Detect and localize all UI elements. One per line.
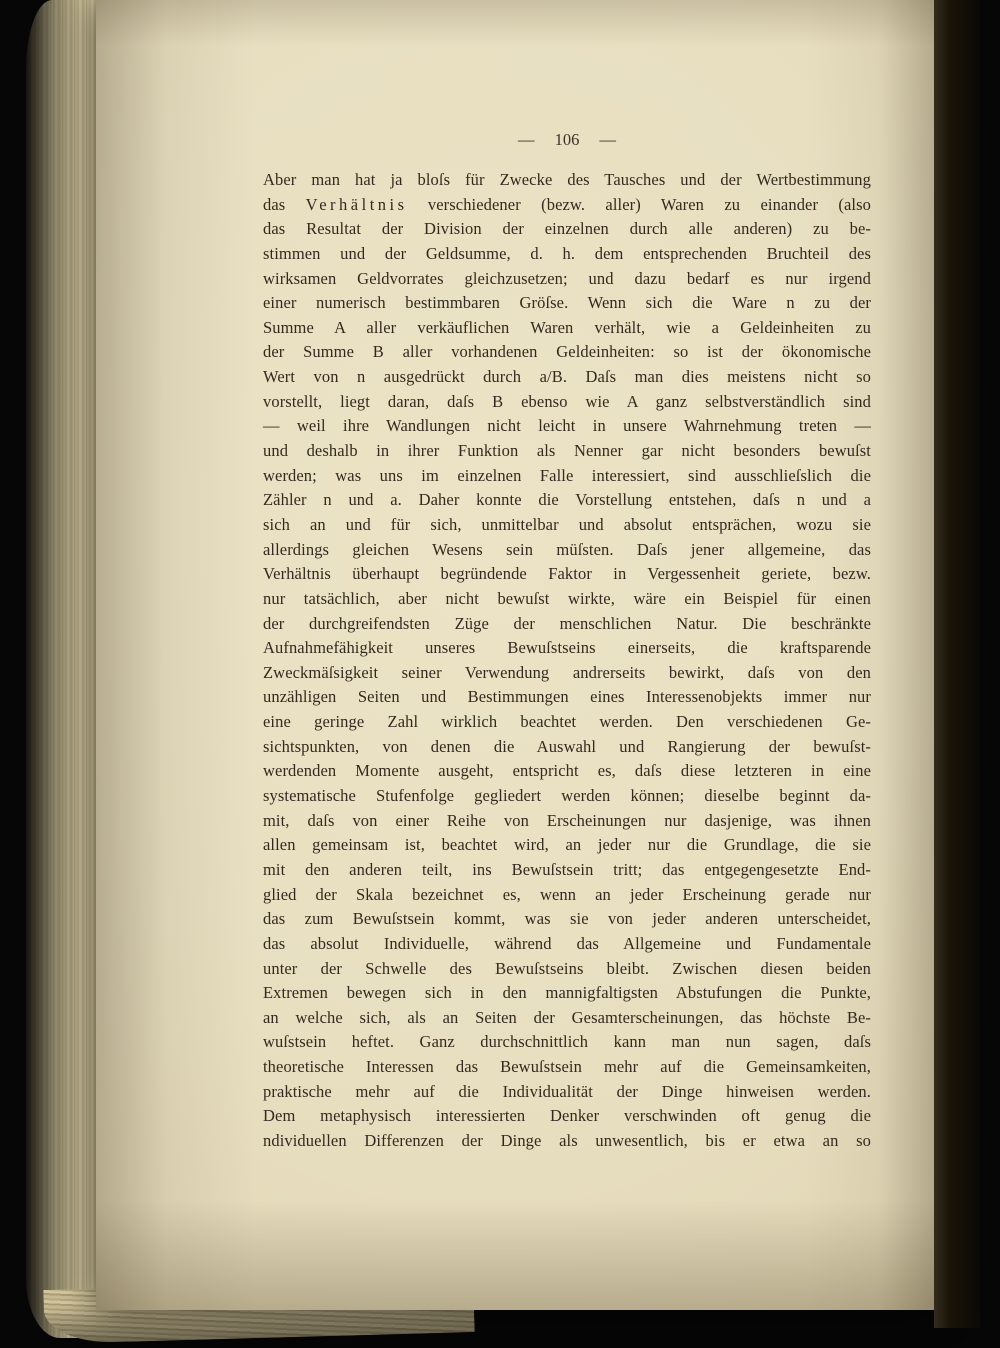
text-line: Wert von n ausgedrückt durch a/B. Daſs man dies meistens nicht so bbox=[263, 367, 871, 387]
book-right-edge bbox=[934, 0, 980, 1328]
page-number-dash-right: — bbox=[599, 130, 616, 149]
text-line: das Resultat der Division der einzelnen durch alle anderen) zu be- bbox=[263, 219, 871, 239]
text-line: systematische Stufenfolge gegliedert werden können; dieselbe beginnt da- bbox=[263, 786, 871, 806]
text-line: nur tatsächlich, aber nicht bewuſst wirkte, wäre ein Beispiel für einen bbox=[263, 588, 871, 608]
text-block bbox=[263, 168, 871, 1154]
text-line: werden; was uns im einzelnen Falle interessiert, sind ausschlieſslich die bbox=[263, 465, 871, 485]
text-line: Verhältnis überhaupt begründende Faktor in Vergessenheit geriete, bezw. bbox=[263, 564, 871, 584]
text-line: praktische mehr auf die Individualität der Dinge hinweisen werden. bbox=[263, 1081, 871, 1101]
text-line: theoretische Interessen das Bewuſstsein mehr auf die Gemeinsamkeiten, bbox=[263, 1057, 871, 1077]
text-line: ndividuellen Differenzen der Dinge als unwesentlich, bis er etwa an so bbox=[263, 1130, 871, 1150]
text-line: Aber man hat ja bloſs für Zwecke des Tausches und der Wertbestimmung bbox=[263, 170, 871, 189]
text-line: und deshalb in ihrer Funktion als Nenner gar nicht besonders bewuſst bbox=[263, 441, 871, 461]
text-line: das zum Bewuſstsein kommt, was sie von jeder anderen unterscheidet, bbox=[263, 909, 871, 929]
text-line: Zweckmäſsigkeit seiner Verwendung andrerseits bewirkt, daſs von den bbox=[263, 662, 871, 682]
text-line: sich an und für sich, unmittelbar und absolut entsprächen, wozu sie bbox=[263, 514, 871, 534]
text-line: allen gemeinsam ist, beachtet wird, an jeder nur die Grundlage, die sie bbox=[263, 835, 871, 855]
page-number bbox=[263, 128, 871, 152]
text-line: Aufnahmefähigkeit unseres Bewuſstseins einerseits, die kraftsparende bbox=[263, 638, 871, 658]
text-line: unter der Schwelle des Bewuſstseins bleibt. Zwischen diesen beiden bbox=[263, 958, 871, 978]
page-number-dash-left: — bbox=[518, 130, 535, 149]
page-stack-left-edge bbox=[26, 0, 100, 1338]
text-line: Zähler n und a. Daher konnte die Vorstellung entstehen, daſs n und a bbox=[263, 490, 871, 510]
text-line: werdenden Momente ausgeht, entspricht es, daſs diese letzteren in eine bbox=[263, 761, 871, 781]
text-line: — weil ihre Wandlungen nicht leicht in unsere Wahrnehmung treten — bbox=[263, 416, 871, 436]
text-line: vorstellt, liegt daran, daſs B ebenso wie A ganz selbstverständlich sind bbox=[263, 391, 871, 411]
text-line: allerdings gleichen Wesens sein müſsten. Daſs jener allgemeine, das bbox=[263, 539, 871, 559]
text-line: unzähligen Seiten und Bestimmungen eines Interessenobjekts immer nur bbox=[263, 687, 871, 707]
text-line: mit den anderen teilt, ins Bewuſstsein tritt; das entgegengesetzte End- bbox=[263, 859, 871, 879]
book-page bbox=[96, 0, 934, 1310]
text-line: wirksamen Geldvorrates gleichzusetzen; und dazu bedarf es nur irgend bbox=[263, 268, 871, 288]
text-line: an welche sich, als an Seiten der Gesamterscheinungen, das höchste Be- bbox=[263, 1007, 871, 1027]
text-line: Dem metaphysisch interessierten Denker verschwinden oft genug die bbox=[263, 1106, 871, 1126]
text-line: das absolut Individuelle, während das Allgemeine und Fundamentale bbox=[263, 933, 871, 953]
text-line: mit, daſs von einer Reihe von Erscheinungen nur dasjenige, was ihnen bbox=[263, 810, 871, 830]
text-line: Summe A aller verkäuflichen Waren verhält, wie a Geldeinheiten zu bbox=[263, 317, 871, 337]
text-line: der Summe B aller vorhandenen Geldeinheiten: so ist der ökonomische bbox=[263, 342, 871, 362]
text-line: das Verhältnis verschiedener (bezw. aller) Waren zu einander (also bbox=[263, 194, 871, 214]
text-line: eine geringe Zahl wirklich beachtet werden. Den verschiedenen Ge- bbox=[263, 712, 871, 732]
text-line: stimmen und der Geldsumme, d. h. dem entsprechenden Bruchteil des bbox=[263, 243, 871, 263]
text-line: wuſstsein heftet. Ganz durchschnittlich kann man nun sagen, daſs bbox=[263, 1032, 871, 1052]
text-line: einer numerisch bestimmbaren Gröſse. Wenn sich die Ware n zu der bbox=[263, 293, 871, 313]
text-line: Extremen bewegen sich in den mannigfaltigsten Abstufungen die Punkte, bbox=[263, 983, 871, 1003]
text-line: sichtspunkten, von denen die Auswahl und Rangierung der bewuſst- bbox=[263, 736, 871, 756]
emphasized-word: Verhältnis bbox=[305, 194, 408, 214]
text-line: der durchgreifendsten Züge der menschlichen Natur. Die beschränkte bbox=[263, 613, 871, 633]
page-number-value: 106 bbox=[554, 130, 580, 149]
text-line: glied der Skala bezeichnet es, wenn an jeder Erscheinung gerade nur bbox=[263, 884, 871, 904]
page-content bbox=[263, 128, 871, 1154]
